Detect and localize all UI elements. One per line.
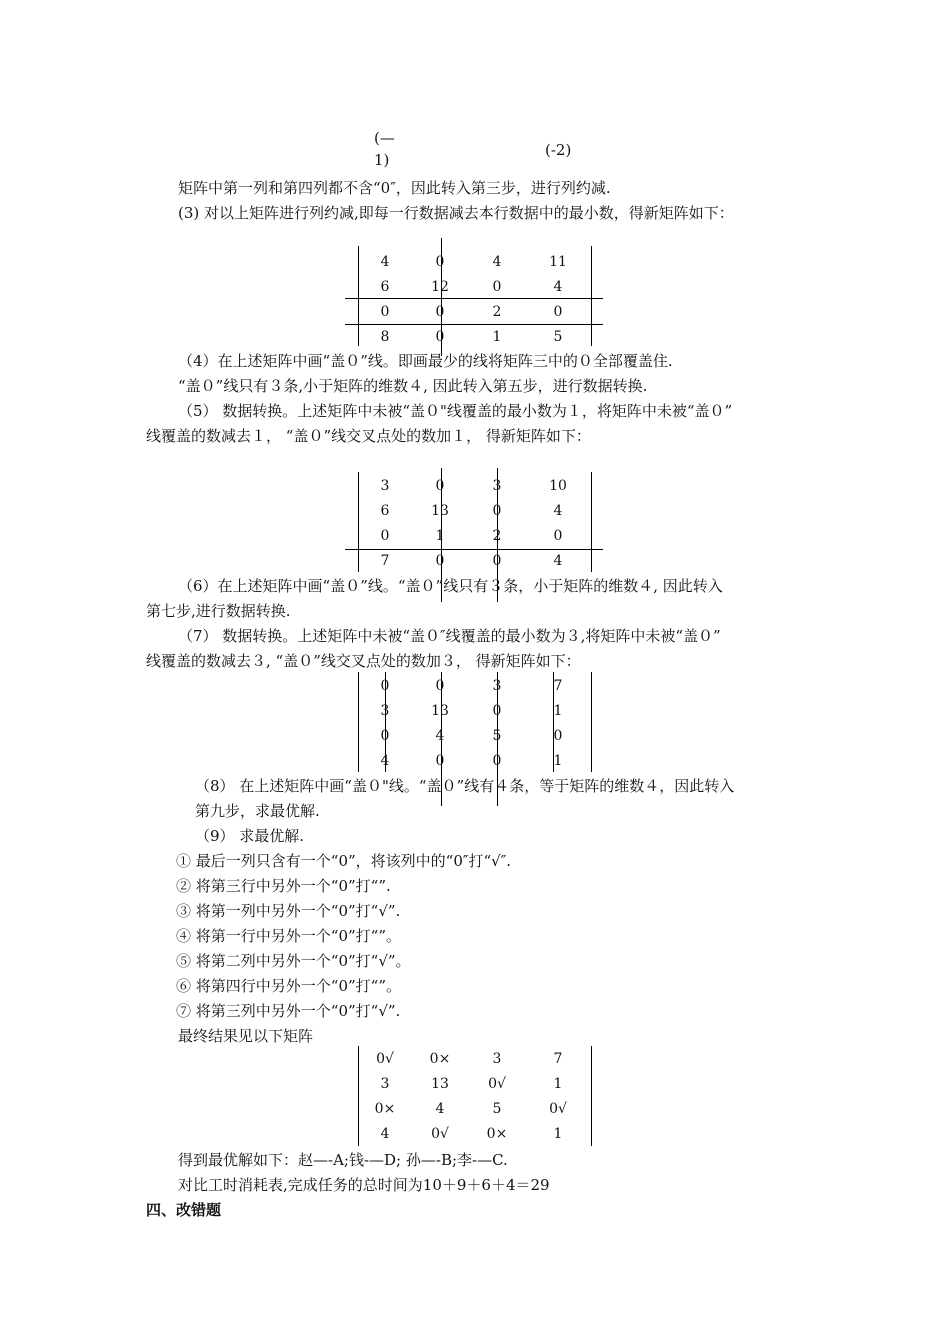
matrix-cell: 4 [435,728,445,744]
paragraph: （8） 在上述矩阵中画“盖０"线。“盖０”线有４条，等于矩阵的维数４，因此转入 [195,777,735,795]
matrix-cell: 4 [553,503,563,519]
cover-line-horizontal [345,549,603,550]
fragment-label-b: (-2) [545,141,572,159]
matrix-cell: 7 [380,553,390,569]
matrix-right-bracket [591,472,592,572]
matrix-cell: 3 [492,1051,502,1067]
matrix-cell: 13 [431,1076,449,1092]
paragraph: （5） 数据转换。上述矩阵中未被“盖０"线覆盖的最小数为１，将矩阵中未被“盖０” [178,402,733,420]
fragment-label-a1: (— [374,129,395,147]
matrix-cell: 1 [553,1126,563,1142]
matrix-cell: 8 [380,329,390,345]
step-item: ③ 将第一列中另外一个“0”打“√”. [176,902,401,920]
matrix-cell: 0 [435,553,445,569]
matrix-cell: 0× [429,1051,451,1067]
matrix-cell: 2 [492,304,502,320]
matrix-cell: 0 [492,753,502,769]
matrix-cell: 4 [553,553,563,569]
matrix-cell: 0 [435,678,445,694]
matrix-cell: 0 [435,329,445,345]
matrix-cell: 5 [553,329,563,345]
cover-line-horizontal [345,324,603,325]
paragraph: 线覆盖的数减去３, “盖０”线交叉点处的数加３， 得新矩阵如下： [146,652,581,670]
matrix-cell: 0√ [376,1051,394,1067]
matrix-cell: 13 [431,503,449,519]
matrix-cell: 2 [492,528,502,544]
paragraph: （9） 求最优解. [195,827,305,845]
paragraph: 最终结果见以下矩阵 [178,1027,314,1045]
matrix-cell: 1 [553,703,563,719]
matrix-cell: 0 [435,478,445,494]
matrix-cell: 11 [549,254,567,270]
matrix-cell: 1 [553,753,563,769]
matrix-cell: 0 [435,254,445,270]
matrix-cell: 4 [380,1126,390,1142]
matrix-cell: 5 [492,728,502,744]
matrix-cell: 4 [553,279,563,295]
matrix-cell: 3 [380,1076,390,1092]
matrix-cell: 0× [486,1126,508,1142]
step-item: ① 最后一列只含有一个“0”，将该列中的“0″打“√″. [176,852,512,870]
matrix-cell: 0 [553,728,563,744]
fragment-label-a2: 1) [374,151,390,169]
step-item: ⑥ 将第四行中另外一个“0”打“”。 [176,977,401,995]
paragraph: （6）在上述矩阵中画“盖０”线。“盖０”线只有３条，小于矩阵的维数４, 因此转入 [178,577,723,595]
matrix-cell: 1 [492,329,502,345]
matrix-cell: 0 [380,728,390,744]
paragraph: 对比工时消耗表,完成任务的总时间为10＋9＋6＋4＝29 [178,1176,550,1194]
paragraph: （7） 数据转换。上述矩阵中未被“盖０″线覆盖的最小数为３,将矩阵中未被“盖０” [178,627,721,645]
matrix-cell: 0 [492,703,502,719]
matrix-cell: 12 [431,279,449,295]
section-heading: 四、改错题 [146,1201,222,1219]
matrix-cell: 10 [549,478,567,494]
cover-line-horizontal [345,298,603,299]
paragraph: 线覆盖的数减去１， “盖０”线交叉点处的数加１， 得新矩阵如下： [146,427,591,445]
matrix-cell: 5 [492,1101,502,1117]
matrix-cell: 1 [435,528,445,544]
matrix-cell: 0 [435,304,445,320]
matrix-cell: 0 [380,304,390,320]
matrix-cell: 0 [492,279,502,295]
paragraph: (3) 对以上矩阵进行列约减,即每一行数据减去本行数据中的最小数，得新矩阵如下： [178,204,734,222]
matrix-cell: 0× [374,1101,396,1117]
matrix-cell: 0√ [488,1076,506,1092]
matrix-cell: 13 [431,703,449,719]
matrix-right-bracket [591,246,592,346]
matrix-cell: 1 [553,1076,563,1092]
step-item: ⑦ 将第三列中另外一个“0”打“√”. [176,1002,401,1020]
matrix-cell: 3 [492,678,502,694]
matrix-cell: 0 [492,503,502,519]
matrix-cell: 0 [553,528,563,544]
matrix-cell: 7 [553,678,563,694]
matrix-right-bracket [591,1046,592,1146]
step-item: ⑤ 将第二列中另外一个“0”打“√”。 [176,952,411,970]
matrix-cell: 4 [435,1101,445,1117]
matrix-cell: 0 [380,678,390,694]
paragraph: 得到最优解如下：赵—-A;钱-—D; 孙—-B;李-—C. [178,1151,508,1169]
matrix-cell: 0 [435,753,445,769]
paragraph: （4）在上述矩阵中画“盖０”线。即画最少的线将矩阵三中的０全部覆盖住. [178,352,673,370]
step-item: ② 将第三行中另外一个“0”打“”. [176,877,391,895]
matrix-cell: 3 [380,703,390,719]
matrix-cell: 0 [553,304,563,320]
matrix-cell: 4 [492,254,502,270]
paragraph: 矩阵中第一列和第四列都不含“0″，因此转入第三步，进行列约减. [178,179,611,197]
matrix-cell: 0 [492,553,502,569]
matrix-cell: 6 [380,279,390,295]
step-item: ④ 将第一行中另外一个“0”打“”。 [176,927,401,945]
matrix-cell: 3 [380,478,390,494]
paragraph: 第七步,进行数据转换. [146,602,291,620]
matrix-cell: 0√ [431,1126,449,1142]
matrix-cell: 3 [492,478,502,494]
paragraph: “盖０”线只有３条,小于矩阵的维数４, 因此转入第五步，进行数据转换. [178,377,648,395]
matrix-cell: 0 [380,528,390,544]
matrix-cell: 4 [380,753,390,769]
matrix-right-bracket [591,672,592,772]
matrix-cell: 7 [553,1051,563,1067]
paragraph: 第九步，求最优解. [195,802,320,820]
matrix-cell: 0√ [549,1101,567,1117]
matrix-cell: 4 [380,254,390,270]
matrix-cell: 6 [380,503,390,519]
